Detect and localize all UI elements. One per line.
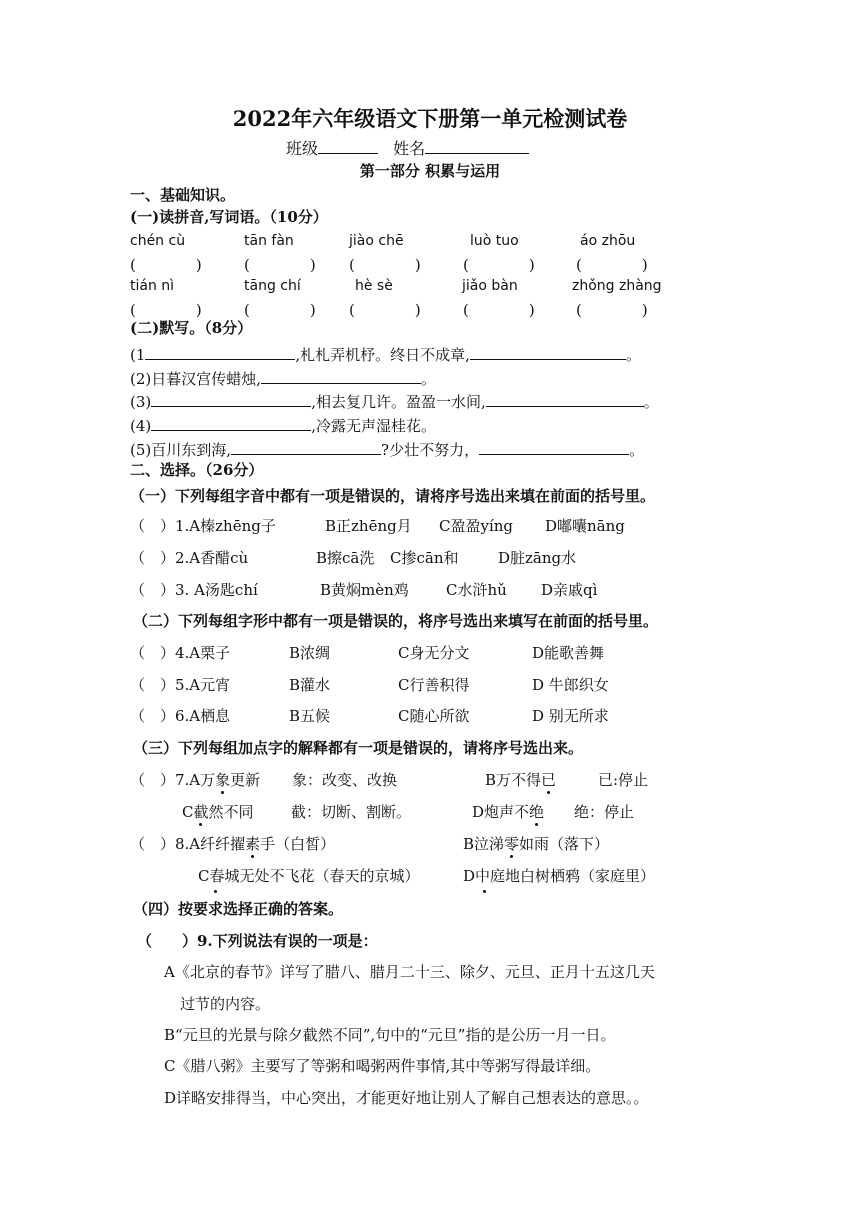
- option-b: B正zhēng月: [325, 517, 412, 535]
- option-text: B泣涕: [463, 835, 505, 853]
- dictation-text: (4): [130, 417, 152, 435]
- dictation-text: ?少壮不努力，: [381, 441, 480, 459]
- pinyin: jiào chē: [349, 233, 404, 249]
- dictation-line-3: [130, 392, 659, 410]
- g4-title: （四）按要求选择正确的答案。: [133, 900, 344, 918]
- option-d: [463, 869, 655, 884]
- q9-option-b: B“元旦的光景与除夕截然不同”,句中的“元旦”指的是公历一月一日。: [164, 1026, 616, 1044]
- dictation-text: 。: [625, 346, 641, 364]
- option-d: [472, 805, 544, 820]
- dictation-text: (3): [130, 393, 152, 411]
- option-text: D: [463, 867, 476, 885]
- name-blank[interactable]: [425, 139, 529, 154]
- option-c: C盈盈yíng: [439, 517, 514, 535]
- item-number: （ ）7.A万: [130, 771, 216, 789]
- explanation: 已:停止: [598, 771, 649, 789]
- name-label: 姓名: [393, 139, 426, 158]
- option-text: 如雨（落下）: [519, 835, 610, 853]
- dotted-char: 素: [245, 835, 261, 853]
- pinyin: chén cù: [130, 233, 186, 249]
- answer-bracket[interactable]: ( ): [576, 301, 648, 319]
- dotted-char: 春城: [209, 867, 240, 885]
- q9-option-a: A《北京的春节》详写了腊八、腊月二十三、除夕、元旦、正月十五这几天: [164, 963, 655, 981]
- q1-title: (一)读拼音,写词语。（10分）: [130, 208, 328, 226]
- option-text: 手（白皙）: [260, 835, 336, 853]
- explanation: 绝：停止: [574, 803, 635, 821]
- emphasis-dot: [214, 890, 217, 893]
- dictation-line-2: [130, 369, 436, 387]
- item-number: （ ）4.A栗子: [130, 644, 231, 662]
- item-number: （ ）2.A香醋cù: [130, 549, 249, 567]
- fill-blank[interactable]: [151, 416, 311, 431]
- q9-option-d: D详略安排得当，中心突出，才能更好地让别人了解自己想表达的意思。。: [164, 1089, 649, 1107]
- option-d: D亲戚qì: [541, 581, 598, 599]
- option-d: D 别无所求: [532, 707, 609, 725]
- explanation: 象：改变、改换: [292, 771, 398, 789]
- option-text: C: [182, 803, 194, 821]
- g2-title: （二）下列每组字形中都有一项是错误的，将序号选出来填写在前面的括号里。: [133, 612, 659, 630]
- class-label: 班级: [286, 139, 319, 158]
- g1-title: （一）下列每组字音中都有一项是错误的，请将序号选出来填在前面的括号里。: [130, 487, 656, 505]
- item-number: （ ）5.A元宵: [130, 676, 231, 694]
- dictation-line-5: [130, 440, 644, 458]
- dictation-line-4: [130, 416, 436, 434]
- pinyin: tāng chí: [244, 278, 301, 294]
- dotted-char: 绝: [529, 803, 545, 821]
- answer-bracket[interactable]: ( ): [349, 256, 421, 274]
- dictation-line-1: [130, 345, 641, 363]
- q9-option-a-cont: 过节的内容。: [180, 995, 271, 1013]
- page-title: 2022年六年级语文下册第一单元检测试卷: [232, 106, 628, 131]
- answer-bracket[interactable]: ( ): [576, 256, 648, 274]
- option-b: B五候: [289, 707, 331, 725]
- option-b: B擦cā洗: [316, 549, 375, 567]
- question-7-row1: [130, 771, 649, 789]
- question-6: [130, 707, 609, 725]
- section1-heading: 一、基础知识。: [130, 186, 236, 204]
- dotted-char: 已: [541, 771, 557, 789]
- question-1: [130, 517, 625, 535]
- fill-blank[interactable]: [231, 440, 381, 455]
- fill-blank[interactable]: [486, 392, 644, 407]
- option-d: D能歌善舞: [532, 644, 605, 662]
- dictation-text: 。: [421, 370, 437, 388]
- question-9: （ ）9.下列说法有误的一项是：: [137, 932, 378, 950]
- option-c: C身无分文: [398, 644, 470, 662]
- dictation-text: (5)百川东到海,: [130, 441, 232, 459]
- question-7-row2: [182, 803, 635, 821]
- option-d: D嘟囔nāng: [545, 517, 625, 535]
- option-c: C随心所欲: [398, 707, 470, 725]
- option-text: 无处不飞花（春天的京城）: [239, 867, 420, 885]
- item-number: （ ）3. A汤匙chí: [130, 581, 258, 599]
- dictation-text: 。: [643, 393, 659, 411]
- item-number: （ ）8.A纤纤擢: [130, 835, 246, 853]
- option-b: [463, 837, 609, 852]
- question-2: [130, 549, 577, 567]
- pinyin: tān fàn: [244, 233, 294, 249]
- option-d: D脏zāng水: [498, 549, 577, 567]
- q9-option-c: C《腊八粥》主要写了等粥和喝粥两件事情,其中等粥写得最详细。: [164, 1057, 601, 1075]
- option-d: D 牛郎织女: [532, 676, 609, 694]
- option-text: 更新: [230, 771, 261, 789]
- dotted-char: 截: [193, 803, 209, 821]
- pinyin: jiǎo bàn: [462, 278, 518, 294]
- class-blank[interactable]: [318, 139, 378, 154]
- answer-bracket[interactable]: ( ): [349, 301, 421, 319]
- part1-heading: 第一部分 积累与运用: [359, 162, 501, 180]
- fill-blank[interactable]: [151, 392, 311, 407]
- option-text: B万不得: [485, 771, 542, 789]
- answer-bracket[interactable]: ( ): [130, 301, 202, 319]
- question-4: [130, 644, 605, 662]
- fill-blank[interactable]: [261, 369, 421, 384]
- item-number: （ ）6.A栖息: [130, 707, 231, 725]
- dotted-char: 象: [215, 771, 231, 789]
- option-b: B浓绸: [289, 644, 331, 662]
- option-c: C行善积得: [398, 676, 470, 694]
- question-8-row1: [130, 835, 610, 853]
- pinyin: áo zhōu: [580, 233, 636, 249]
- answer-bracket[interactable]: ( ): [244, 301, 316, 319]
- option-c: C水浒hǔ: [446, 581, 507, 599]
- option-b: B黄焖mèn鸡: [320, 581, 409, 599]
- option-text: 然不同: [208, 803, 254, 821]
- dictation-text: ,冷露无声湿桂花。: [311, 417, 437, 435]
- item-number: （ ）1.A榛zhēng子: [130, 517, 276, 535]
- answer-bracket[interactable]: ( ): [463, 301, 535, 319]
- q2-title: (二)默写。（8分）: [130, 319, 253, 337]
- dictation-text: (2)日暮汉宫传蜡烛,: [130, 370, 262, 388]
- option-c: C掺cān和: [390, 549, 459, 567]
- fill-blank[interactable]: [470, 345, 626, 360]
- question-5: [130, 676, 609, 694]
- section2-heading: 二、选择。（26分）: [130, 461, 264, 479]
- option-b: [485, 773, 556, 788]
- pinyin: tián nì: [130, 278, 175, 294]
- class-name-line: [286, 139, 529, 157]
- option-text: D炮声不: [472, 803, 530, 821]
- question-3: [130, 581, 598, 599]
- emphasis-dot: [483, 890, 486, 893]
- answer-bracket[interactable]: ( ): [463, 256, 535, 274]
- dictation-text: (1: [130, 346, 146, 364]
- dictation-text: ,相去复几许。盈盈一水间,: [311, 393, 486, 411]
- explanation: 截：切断、割断。: [291, 803, 412, 821]
- pinyin: hè sè: [355, 278, 393, 294]
- dotted-char: 零: [504, 835, 520, 853]
- pinyin: luò tuo: [470, 233, 519, 249]
- dictation-text: ,札札弄机杼。终日不成章,: [295, 346, 470, 364]
- dotted-char: 中庭: [475, 867, 506, 885]
- dictation-text: 。: [629, 441, 645, 459]
- g3-title: （三）下列每组加点字的解释都有一项是错误的，请将序号选出来。: [133, 739, 584, 757]
- question-8-row2: [198, 867, 656, 885]
- pinyin: zhǒng zhàng: [572, 278, 662, 294]
- fill-blank[interactable]: [145, 345, 295, 360]
- option-b: B灌水: [289, 676, 331, 694]
- answer-bracket[interactable]: ( ): [244, 256, 316, 274]
- answer-bracket[interactable]: ( ): [130, 256, 202, 274]
- fill-blank[interactable]: [479, 440, 629, 455]
- option-text: C: [198, 867, 210, 885]
- option-text: 地白树栖鸦（家庭里）: [505, 867, 656, 885]
